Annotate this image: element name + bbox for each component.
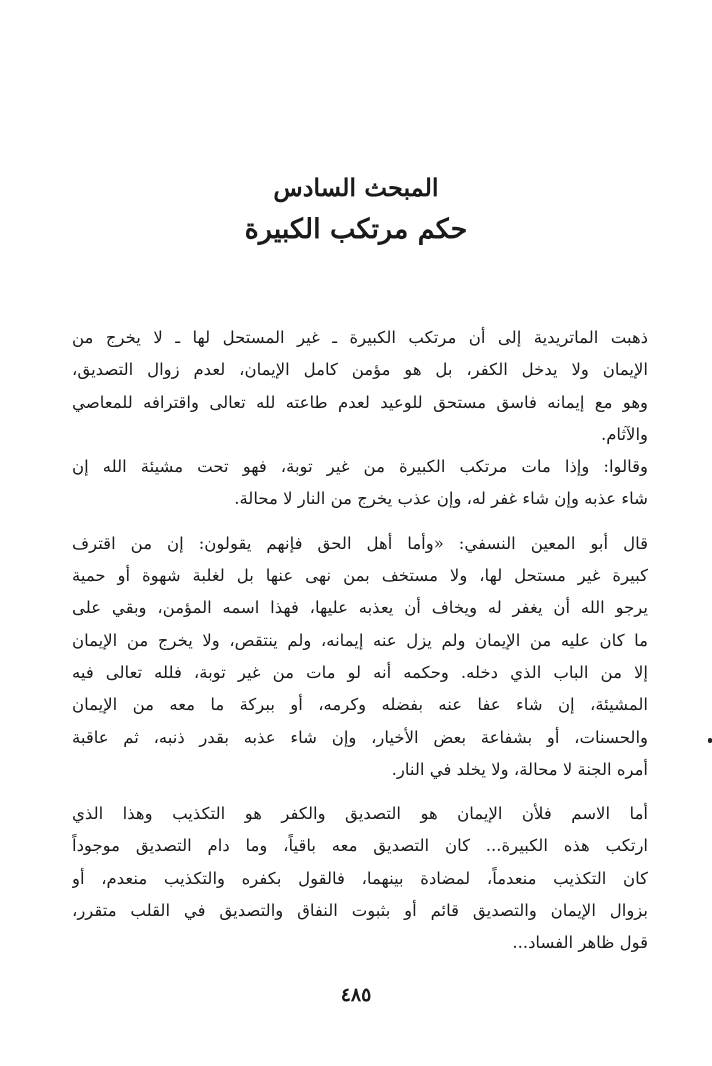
text-line: كبيرة غير مستحل لها، ولا مستخف بمن نهى عنها بل لغلبة شهوة أو حمية: [72, 566, 648, 586]
text-line: وقالوا: وإذا مات مرتكب الكبيرة من غير توبة، فهو تحت مشيئة الله إن: [72, 457, 648, 477]
text-line: ارتكب هذه الكبيرة... كان التصديق معه باقياً، وما دام التصديق موجوداً: [72, 836, 648, 856]
text-line: قال أبو المعين النسفي: «وأما أهل الحق فإنهم يقولون: إن من اقترف: [72, 533, 648, 553]
section-label: المبحث السادس: [273, 173, 439, 202]
text-line: ذهبت الماتريدية إلى أن مرتكب الكبيرة ـ غير المستحل لها ـ لا يخرج من: [72, 328, 648, 347]
text-line: كان التكذيب منعدماً، لمضادة بينهما، فالقول بكفره والتكذيب منعدم، أو: [72, 868, 648, 888]
text-line: قول ظاهر الفساد...: [512, 933, 648, 953]
margin-mark: [708, 738, 712, 743]
text-line: الإيمان ولا يدخل الكفر، بل هو مؤمن كامل الإيمان، لعدم زوال التصديق،: [72, 360, 648, 380]
text-line: المشيئة، إن شاء عفا عنه بفضله وكرمه، أو ببركة ما معه من الإيمان: [72, 695, 648, 715]
text-line: يرجو الله أن يغفر له ويخاف أن يعذبه عليها، فهذا اسمه المؤمن، وبقي على: [72, 598, 648, 618]
section-title: حكم مرتكب الكبيرة: [244, 214, 468, 245]
text-line: أما الاسم فلأن الإيمان هو التصديق والكفر هو التكذيب وهذا الذي: [72, 804, 648, 824]
text-line: شاء عذبه وإن شاء غفر له، وإن عذب يخرج من النار لا محالة.: [234, 489, 648, 509]
text-line: إلا من الباب الذي دخله. وحكمه أنه لو مات من غير توبة، فلله تعالى فيه: [72, 662, 648, 682]
text-line: والآثام.: [600, 424, 648, 444]
paragraph: [72, 322, 648, 451]
page-number: ٤٨٥: [340, 984, 372, 1006]
body-text: [72, 322, 648, 960]
text-line: بزوال الإيمان والتصديق قائم أو بثبوت النفاق والتصديق في القلب متقرر،: [72, 901, 648, 921]
paragraph: [72, 798, 648, 959]
paragraph: [72, 528, 648, 786]
text-line: أمره الجنة لا محالة، ولا يخلد في النار.: [391, 759, 648, 779]
paragraph: [72, 451, 648, 516]
text-line: والحسنات، أو بشفاعة بعض الأخيار، وإن شاء عذبه بقدر ذنبه، ثم عاقبة: [72, 727, 648, 747]
text-line: وهو مع إيمانه فاسق مستحق للوعيد لعدم طاعته لله تعالى واقترافه للمعاصي: [72, 392, 648, 412]
text-line: ما كان عليه من الإيمان ولم يزل عنه إيمانه، ولم ينتقص، ولا يخرج من الإيمان: [72, 630, 648, 650]
